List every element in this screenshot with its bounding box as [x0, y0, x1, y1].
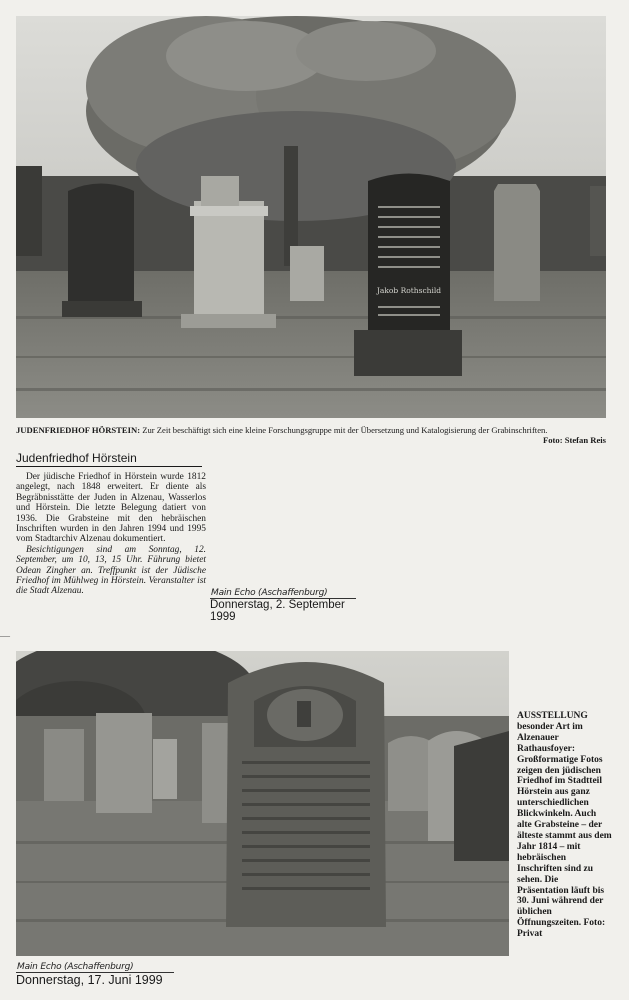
headstone-inscription — [376, 286, 441, 295]
exhibition-cemetery-photo — [16, 651, 509, 956]
source-date: Donnerstag, 2. September 1999 — [210, 598, 356, 623]
source-handwritten-note: Main Echo (Aschaffenburg) — [211, 588, 328, 598]
exhibition-photo-credit: Foto: Privat — [517, 918, 606, 940]
source-handwritten-note-2: Main Echo (Aschaffenburg) — [17, 962, 134, 972]
cemetery-photo-hoerstein — [16, 16, 606, 418]
exhibition-caption — [517, 711, 612, 940]
caption-text: Zur Zeit beschäftigt sich eine kleine Forschungsgruppe mit der Übersetzung und Katalogisierung der Grabinschriften. — [142, 425, 548, 435]
article-paragraph-history: Der jüdische Friedhof in Hörstein wurde 1812 angelegt, nach 1848 erweitert. Er diente als Begräbnisstätte der Juden in Alzenau, Wasserlos und Hörstein. Die letzte Belegung datiert von 1936. Die Grabsteine mit den hebräischen Inschriften wurden in den Jahren 1994 und 1995 vom Stadtarchiv Alzenau dokumentiert. — [16, 472, 206, 545]
article-body — [16, 472, 206, 597]
article-headline: Judenfriedhof Hörstein — [16, 451, 202, 467]
punch-hole-mark: — — [0, 631, 10, 642]
exhibition-caption-text: AUSSTELLUNG besonder Art im Alzenauer Rathausfoyer: Großformatige Fotos zeigen den jüdischen Friedhof im Stadtteil Hörstein aus ganz unterschiedlichen Blickwinkeln. Auch alte Grabsteine – der älteste stammt aus dem Jahr 1814 – mit hebräischen Inschriften sind zu sehen. Die Präsentation läuft bis 30. Juni während der üblichen Öffnungszeiten. — [517, 711, 612, 929]
source-date-2: Donnerstag, 17. Juni 1999 — [16, 972, 174, 987]
article-paragraph-tours: Besichtigungen sind am Sonntag, 12. September, um 10, 13, 15 Uhr. Führung bietet Odean Zingher an. Treffpunkt ist der Jüdische Friedhof im Mühlweg in Hörstein. Veranstalter ist die Stadt Alzenau. — [16, 544, 206, 597]
photo-caption-top — [16, 425, 606, 445]
photo-credit: Foto: Stefan Reis — [542, 434, 606, 445]
caption-lead: JUDENFRIEDHOF HÖRSTEIN: — [16, 425, 141, 435]
headstone-name-text: Jakob Rothschild — [376, 286, 442, 295]
